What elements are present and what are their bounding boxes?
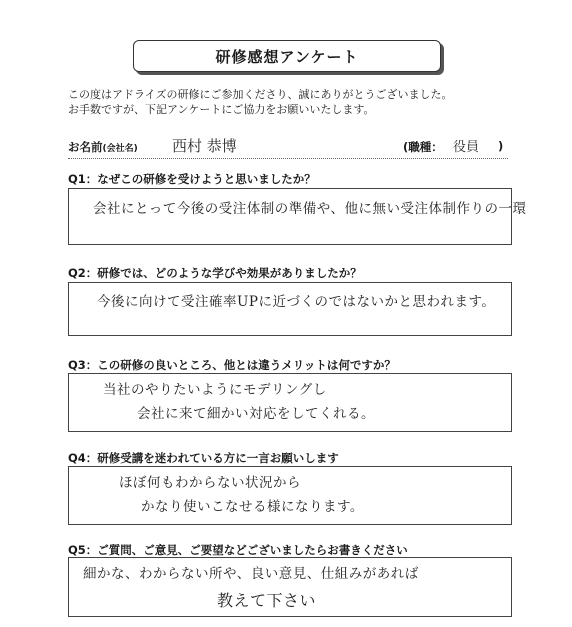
answer-1-line-1: 会社にとって今後の受注体制の準備や、他に無い受注体制作りの一環 [93, 201, 527, 217]
answer-4-line-1: ほぼ何もわからない状況から [119, 475, 301, 491]
respondent-row [68, 137, 508, 157]
answer-2-line-1: 今後に向けて受注確率UPに近づくのではないかと思われます。 [97, 294, 496, 310]
answer-5-line-2: 教えて下さい [217, 591, 317, 610]
name-underline [68, 158, 508, 159]
question-4: Q4：研修受講を迷われている方に一言お願いします [68, 451, 339, 465]
intro-line-1: この度はアドライズの研修にご参加くださり、誠にありがとうございました。 [68, 88, 453, 101]
question-2: Q2：研修では、どのような学びや効果がありましたか？ [68, 266, 362, 280]
survey-title: 研修感想アンケート [133, 40, 441, 72]
answer-2-box [68, 282, 512, 336]
company-label: (会社名) [102, 144, 138, 154]
answer-5-box [68, 557, 512, 617]
answer-4-box [68, 466, 512, 525]
answer-3-line-2: 会社に来て細かい対応をしてくれる。 [137, 406, 375, 422]
job-label: (職種： [403, 140, 443, 154]
answer-4-line-2: かなり使いこなせる様になります。 [141, 499, 364, 515]
intro-line-2: お手数ですが、下記アンケートにご協力をお願いいたします。 [68, 103, 375, 116]
question-3: Q3：この研修の良いところ、他とは違うメリットは何ですか？ [68, 358, 396, 372]
answer-1-box [68, 188, 527, 245]
answer-3-box [68, 373, 512, 432]
job-close: ) [498, 139, 504, 153]
name-label: お名前(会社名) [68, 140, 138, 154]
question-5: Q5：ご質問、ご意見、ご要望などございましたらお書きください [68, 543, 408, 557]
name-value: 西村 恭博 [172, 137, 237, 155]
job-value: 役員 [453, 140, 480, 155]
question-1: Q1：なぜこの研修を受けようと思いましたか？ [68, 172, 316, 186]
answer-5-line-1: 細かな、わからない所や、良い意見、仕組みがあれば [83, 566, 419, 582]
answer-3-line-1: 当社のやりたいようにモデリングし [103, 382, 327, 398]
